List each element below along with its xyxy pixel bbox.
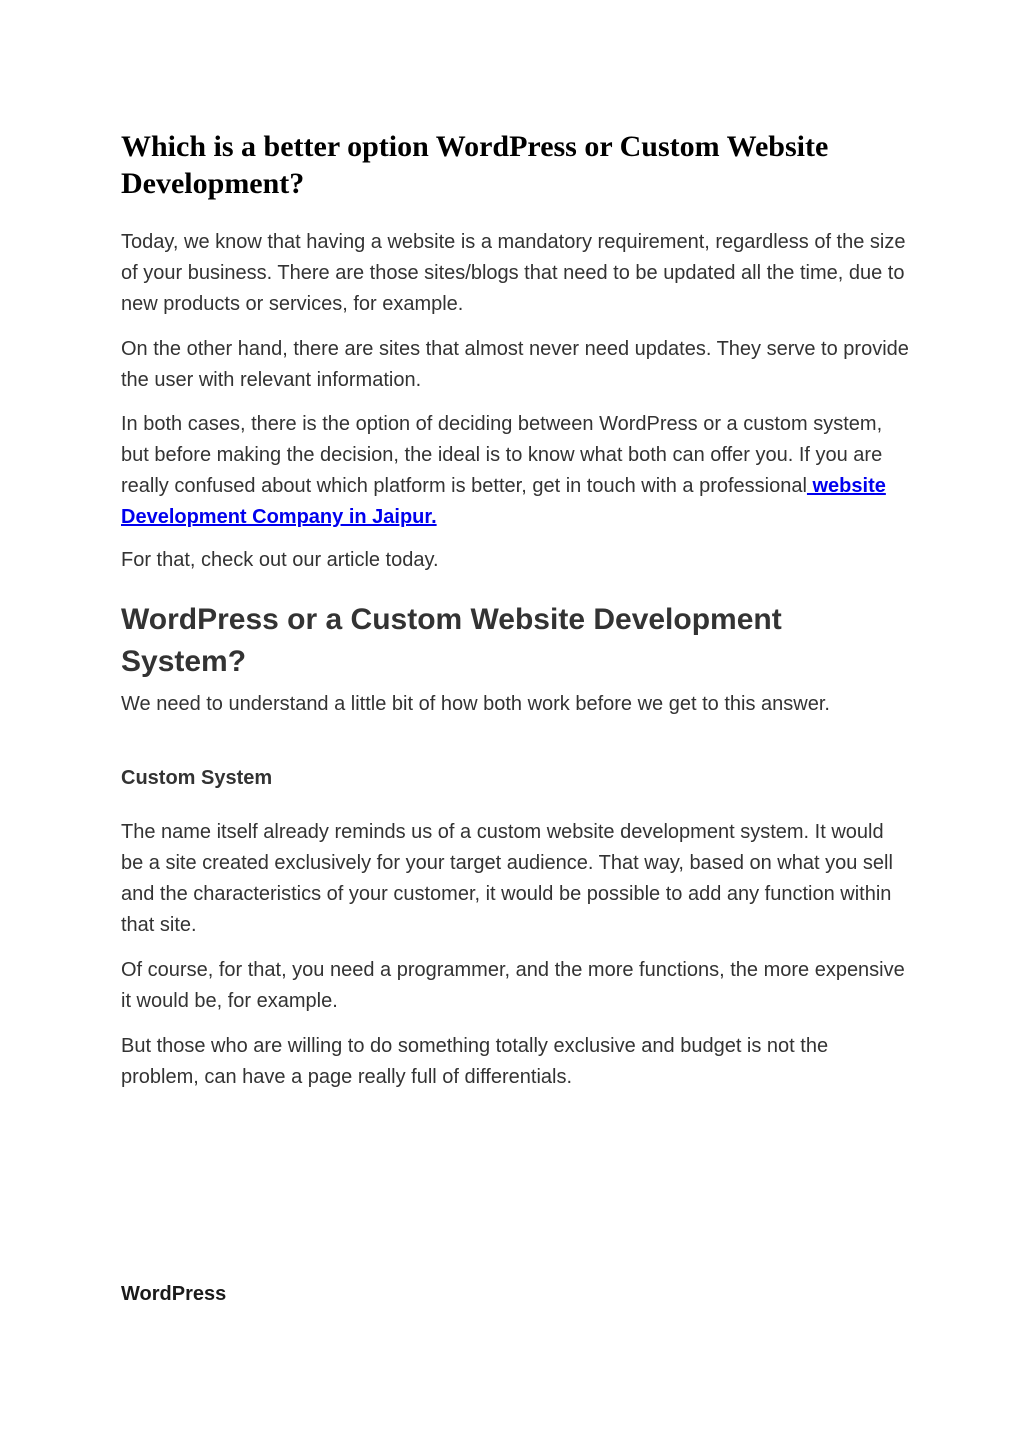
intro-paragraph-4: For that, check out our article today. [121, 549, 439, 571]
page-title: Which is a better option WordPress or Custom Website Development? [121, 130, 829, 200]
company-link[interactable]: website Development Company in Jaipur. [121, 475, 886, 528]
section-heading: WordPress or a Custom Website Development System? [121, 603, 782, 678]
wordpress-heading: WordPress [121, 1283, 227, 1305]
intro-paragraph-1: Today, we know that having a website is a mandatory requirement, regardless of the size of your business. There are those sites/blogs that need to be updated all the time, due to new products or services, for example. [121, 231, 906, 315]
intro-paragraph-2: On the other hand, there are sites that almost never need updates. They serve to provide the user with relevant information. [121, 338, 909, 391]
custom-paragraph-1: The name itself already reminds us of a custom website development system. It would be a site created exclusively for your target audience. That way, based on what you sell and the characteristics of your customer, it would be possible to add any function within that site. [121, 821, 893, 936]
section-intro: We need to understand a little bit of how both work before we get to this answer. [121, 693, 830, 715]
custom-system-heading: Custom System [121, 767, 273, 789]
custom-paragraph-3: But those who are willing to do something totally exclusive and budget is not the problem, can have a page really full of differentials. [121, 1035, 829, 1088]
custom-paragraph-2: Of course, for that, you need a programmer, and the more functions, the more expensive it would be, for example. [121, 959, 905, 1012]
intro-paragraph-3 [121, 409, 911, 533]
intro-paragraph-3-text: In both cases, there is the option of deciding between WordPress or a custom system, but before making the decision, the ideal is to know what both can offer you. If you are really confused about which platform is better, get in touch with a professional [121, 413, 883, 497]
